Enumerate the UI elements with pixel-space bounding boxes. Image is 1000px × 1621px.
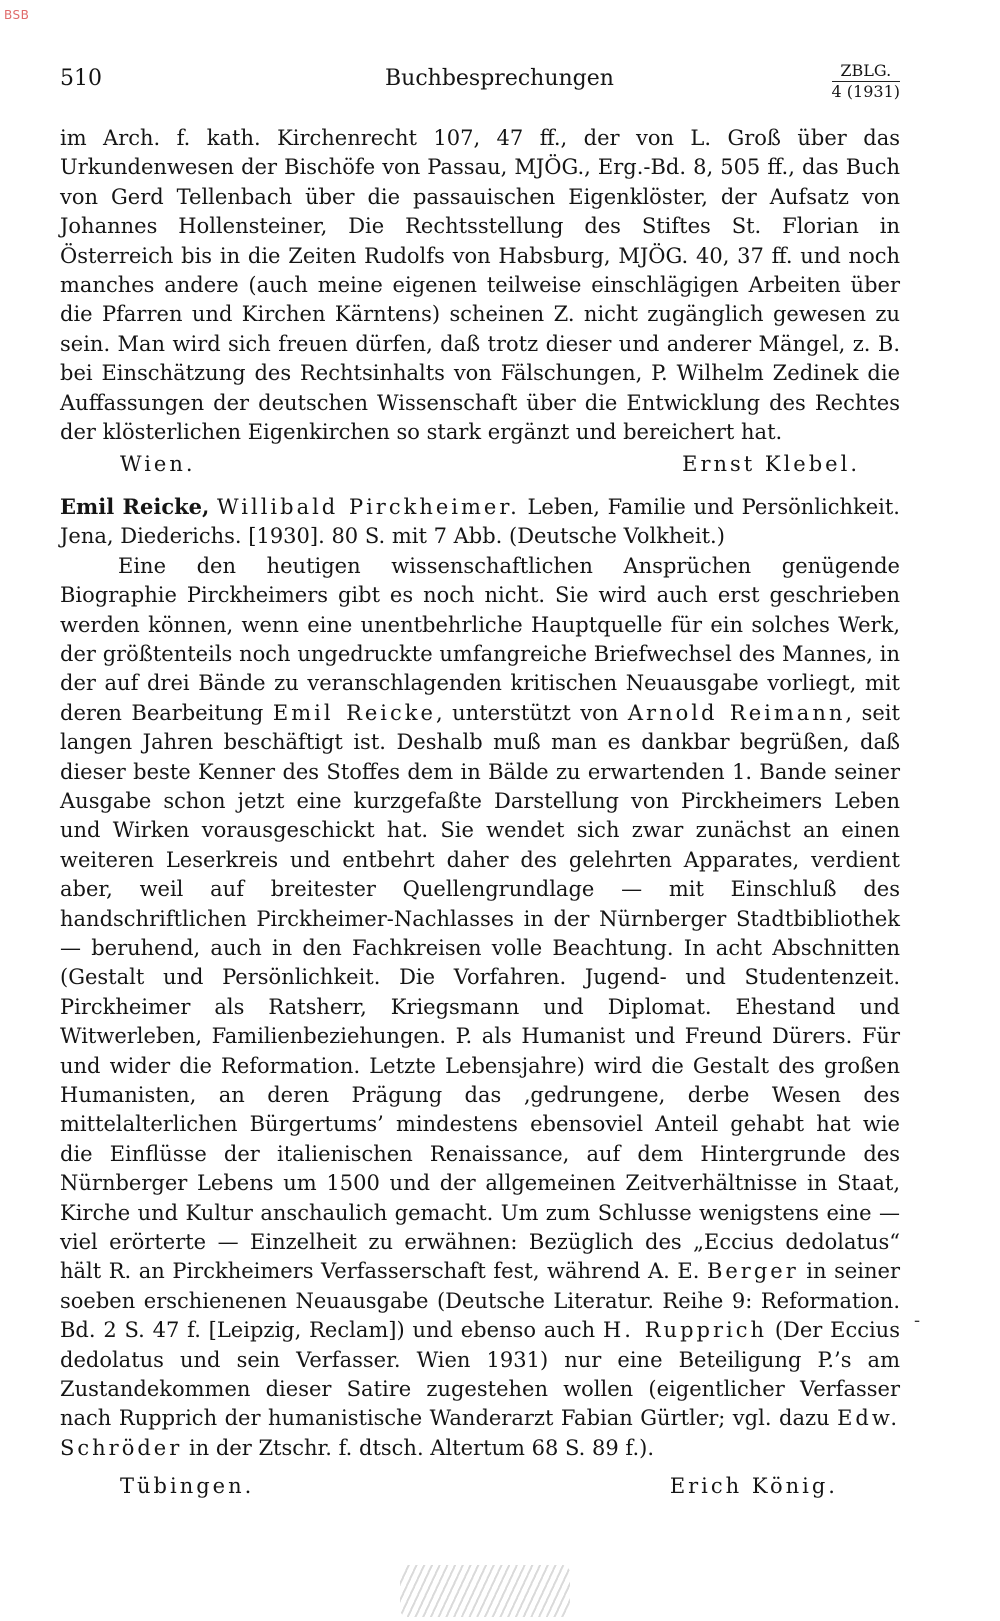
margin-mark: - [914, 1310, 921, 1331]
signature-place: Tübingen. [120, 1474, 255, 1499]
signature-reviewer: Erich König. [669, 1474, 838, 1499]
book-author: Emil Reicke, [60, 493, 210, 519]
running-title: Buchbesprechungen [385, 66, 614, 91]
review-signature [60, 447, 900, 479]
person-name: H. Rupprich [602, 1318, 767, 1343]
page-number: 510 [60, 66, 102, 91]
person-name: Edw. Schröder [60, 1406, 900, 1460]
book-entry-heading [60, 492, 900, 552]
person-name: Emil Reicke [272, 700, 436, 725]
person-name: Arnold Reimann [627, 700, 846, 725]
page-header [60, 62, 900, 102]
book-title: Willibald Pirckheimer. [217, 494, 520, 519]
journal-reference [832, 62, 900, 101]
library-stamp [400, 1565, 570, 1617]
journal-volume: 4 (1931) [831, 82, 900, 101]
library-watermark: BSB [4, 8, 30, 22]
person-name: Berger [706, 1259, 799, 1284]
signature-place: Wien. [120, 452, 196, 477]
review-continuation-paragraph: im Arch. f. kath. Kirchenrecht 107, 47 ff., der von L. Groß über das Urkundenwesen der Bischöfe von Passau, MJÖG., Erg.-Bd. 8, 505 ff., das Buch von Gerd Tellenbach über die passauischen Eigenklöster, der Aufsatz von Johannes Hollensteiner, Die Rechtsstellung des Stiftes St. Florian in Österreich bis in die Zeiten Rudolfs von Habsburg, MJÖG. 40, 37 ff. und noch manches andere (auch meine eigenen teilweise einschlägigen Arbeiten über die Pfarren und Kirchen Kärntens) scheinen Z. nicht zugänglich gewesen zu sein. Man wird sich freuen dürfen, daß trotz dieser und anderer Mängel, z. B. bei Einschätzung des Rechtsinhalts von Fälschungen, P. Wilhelm Zedinek die Auffassungen der deutschen Wissenschaft über die Entwicklung des Rechtes der klösterlichen Eigenkirchen so stark ergänzt und bereichert hat. [60, 126, 900, 445]
signature-reviewer: Ernst Klebel. [682, 452, 860, 477]
review-paragraph: Eine den heutigen wissenschaftlichen Ansprüchen genügende Biographie Pirckheimers gibt es noch nicht. Sie wird auch erst geschrieben werden können, wenn eine unentbehrliche Hauptquelle für ein solches Werk, der größtenteils noch ungedruckte umfangreiche Briefwechsel des Mannes, in der auf drei Bände zu veranschlagenden kritischen Neuausgabe vorliegt, mit deren Bearbeitung Emil Reicke, unterstützt von Arnold Reimann, seit langen Jahren beschäftigt ist. Deshalb muß man es dankbar begrüßen, daß dieser beste Kenner des Stoffes dem in Bälde zu erwartenden 1. Bande seiner Ausgabe schon jetzt eine kurzgefaßte Darstellung von Pirckheimers Leben und Wirken vorausgeschickt hat. Sie wendet sich zwar zunächst an einen weiteren Leserkreis und entbehrt daher des gelehrten Apparates, verdient aber, weil auf breitester Quellengrundlage — mit Einschluß des handschriftlichen Pirckheimer-Nachlasses in der Nürnberger Stadtbibliothek — beruhend, auch in den Fachkreisen volle Beachtung. In acht Abschnitten (Gestalt und Persönlichkeit. Die Vorfahren. Jugend- und Studentenzeit. Pirckheimer als Ratsherr, Kriegsmann und Diplomat. Ehestand und Witwerleben, Familienbeziehungen. P. als Humanist und Freund Dürers. Für und wider die Reformation. Letzte Lebensjahre) wird die Gestalt des großen Humanisten, an deren Prägung das ‚gedrungene, derbe Wesen des mittelalterlichen Bürgertums’ mindestens ebensoviel Anteil gehabt hat wie die Einflüsse der italienischen Renaissance, auf dem Hintergrunde des Nürnberger Lebens um 1500 und der allgemeinen Zeitverhältnisse in Staat, Kirche und Kultur anschaulich gemacht. Um zum Schlusse wenigstens eine — viel erörterte — Einzelheit zu erwähnen: Bezüglich des „Eccius dedolatus“ hält R. an Pirckheimers Verfasserschaft fest, während A. E. Berger in seiner soeben erschienenen Neuausgabe (Deutsche Literatur. Reihe 9: Reformation. Bd. 2 S. 47 f. [Leipzig, Reclam]) und ebenso auch H. Rupprich (Der Eccius dedolatus und sein Verfasser. Wien 1931) nur eine Beteiligung P.’s am Zustandekommen dieser Satire zugestehen wollen (eigentlicher Verfasser nach Rupprich der humanistische Wanderarzt Fabian Gürtler; vgl. dazu Edw. Schröder in der Ztschr. f. dtsch. Altertum 68 S. 89 f.). [60, 553, 900, 1460]
book-citation: Leben, Familie und Persönlichkeit. Jena, Diederichs. [1930]. 80 S. mit 7 Abb. (Deutsche Volkheit.) [60, 494, 900, 549]
page-body [60, 124, 900, 1502]
journal-abbreviation: ZBLG. [832, 62, 900, 82]
review-signature [60, 1463, 900, 1501]
